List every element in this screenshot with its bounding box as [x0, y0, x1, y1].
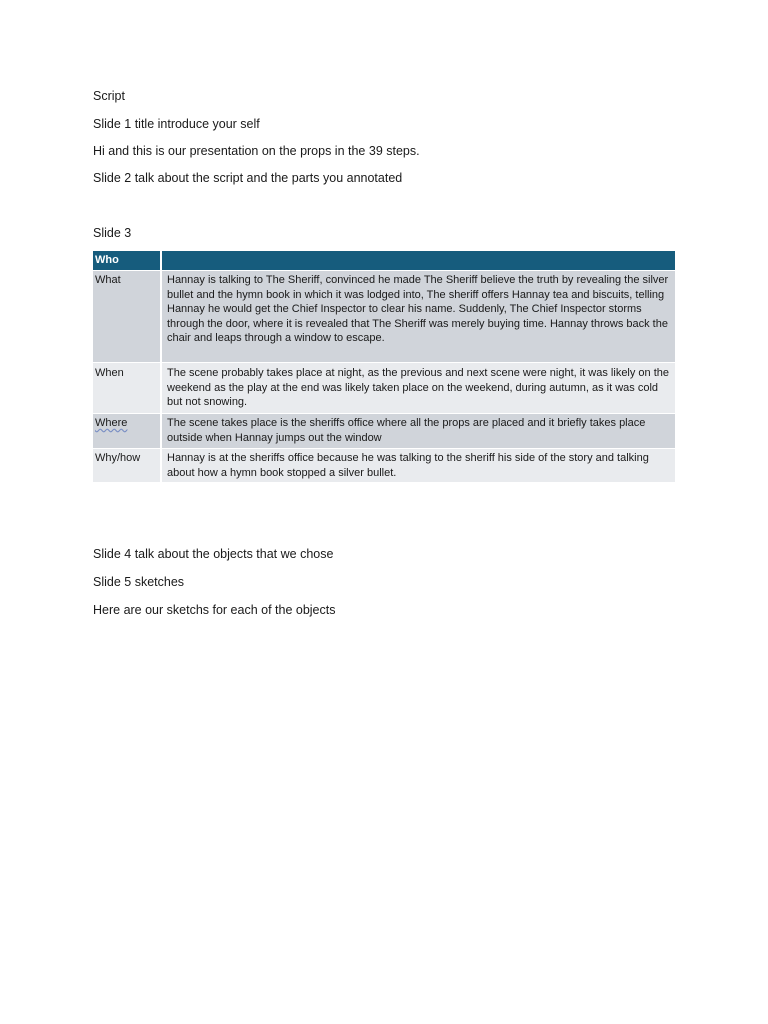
doc-line-slide4: Slide 4 talk about the objects that we chose [93, 547, 334, 561]
table-row [93, 271, 675, 363]
scene-table [93, 251, 675, 483]
row-label-what: What [93, 271, 161, 363]
table-row [93, 414, 675, 449]
table-header-label: Who [93, 251, 161, 271]
where-label-text: Where [95, 417, 128, 429]
doc-line-script-title: Script [93, 89, 125, 103]
doc-line-intro: Hi and this is our presentation on the props in the 39 steps. [93, 144, 420, 158]
table-row [93, 363, 675, 414]
row-text-why: Hannay is at the sheriffs office because he was talking to the sheriff his side of the story and talking about how a hymn book stopped a silver bullet. [161, 449, 675, 483]
row-text-where: The scene takes place is the sheriffs office where all the props are placed and it briefly takes place outside when Hannay jumps out the window [161, 414, 675, 449]
doc-line-slide2: Slide 2 talk about the script and the parts you annotated [93, 171, 403, 185]
table-row [93, 449, 675, 483]
row-label-why: Why/how [93, 449, 161, 483]
row-text-when: The scene probably takes place at night, as the previous and next scene were night, it was likely on the weekend as the play at the end was likely taken place on the weekend, during autumn, as it was cold but not snowing. [161, 363, 675, 414]
row-label-where [93, 414, 161, 449]
row-text-what: Hannay is talking to The Sheriff, convinced he made The Sheriff believe the truth by revealing the silver bullet and the hymn book in which it was lodged into, The sheriff offers Hannay tea and biscuits, telling Hannay he would get the Chief Inspector to clear his name. Suddenly, The Chief Inspector storms through the door, where it is revealed that The Sheriff was merely buying time. Hannay throws back the chair and leaps through a window to escape. [161, 271, 675, 363]
doc-line-sketches: Here are our sketchs for each of the objects [93, 603, 336, 617]
table-header-text [161, 251, 675, 271]
doc-line-slide3: Slide 3 [93, 226, 132, 240]
row-label-when: When [93, 363, 161, 414]
doc-line-slide1: Slide 1 title introduce your self [93, 117, 260, 131]
table-header-row [93, 251, 675, 271]
doc-line-slide5: Slide 5 sketches [93, 575, 185, 589]
